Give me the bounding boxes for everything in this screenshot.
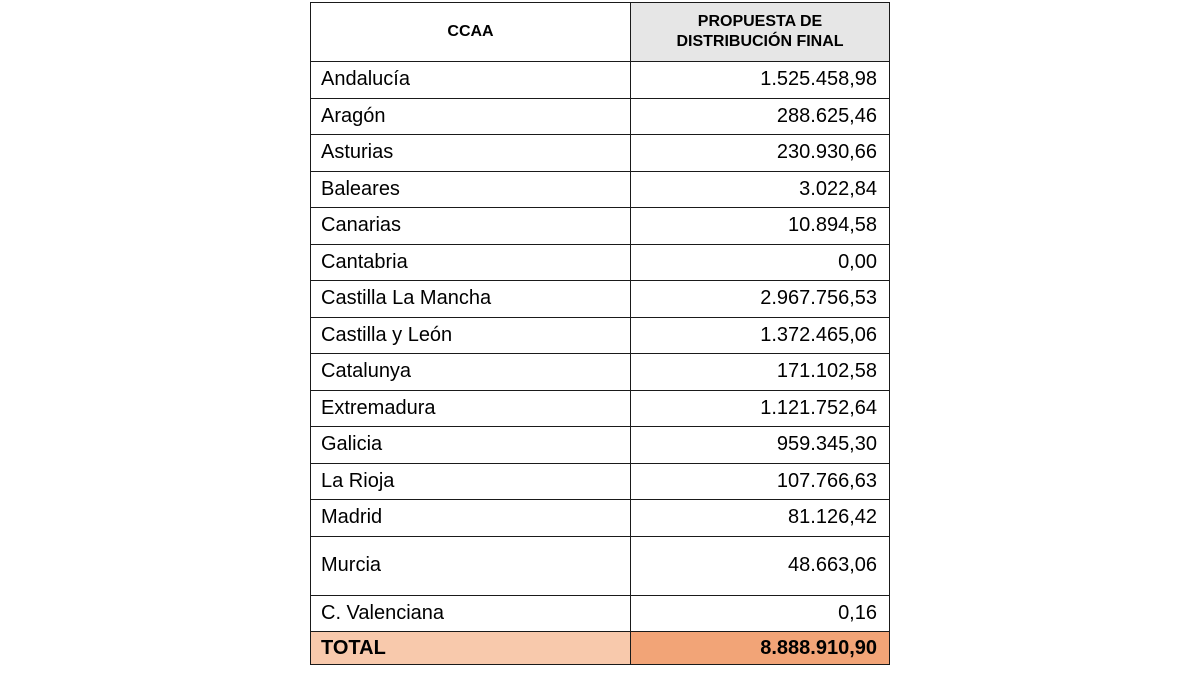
table-row xyxy=(311,135,890,172)
region-cell: Asturias xyxy=(311,135,631,172)
column-header-distribution-line2: DISTRIBUCIÓN FINAL xyxy=(676,33,844,50)
table-row xyxy=(311,427,890,464)
region-cell: Cantabria xyxy=(311,244,631,281)
distribution-table xyxy=(310,2,890,665)
total-value: 8.888.910,90 xyxy=(631,632,890,665)
region-cell: Extremadura xyxy=(311,390,631,427)
region-cell: Castilla La Mancha xyxy=(311,281,631,318)
column-header-distribution xyxy=(631,3,890,62)
region-cell: Baleares xyxy=(311,171,631,208)
table-row xyxy=(311,244,890,281)
table-row xyxy=(311,171,890,208)
value-cell: 10.894,58 xyxy=(631,208,890,245)
value-cell: 230.930,66 xyxy=(631,135,890,172)
value-cell: 959.345,30 xyxy=(631,427,890,464)
table-row xyxy=(311,595,890,632)
value-cell: 171.102,58 xyxy=(631,354,890,391)
table-row xyxy=(311,98,890,135)
table-footer xyxy=(311,632,890,665)
region-cell: Canarias xyxy=(311,208,631,245)
region-cell: Catalunya xyxy=(311,354,631,391)
value-cell: 81.126,42 xyxy=(631,500,890,537)
region-cell: Andalucía xyxy=(311,62,631,99)
table-row xyxy=(311,500,890,537)
table-row xyxy=(311,390,890,427)
table-row xyxy=(311,62,890,99)
value-cell: 107.766,63 xyxy=(631,463,890,500)
table-row xyxy=(311,463,890,500)
region-cell: Galicia xyxy=(311,427,631,464)
region-cell: Castilla y León xyxy=(311,317,631,354)
header-row xyxy=(311,3,890,62)
value-cell: 1.372.465,06 xyxy=(631,317,890,354)
total-row xyxy=(311,632,890,665)
region-cell: La Rioja xyxy=(311,463,631,500)
table-row xyxy=(311,208,890,245)
region-cell: Aragón xyxy=(311,98,631,135)
value-cell: 1.121.752,64 xyxy=(631,390,890,427)
distribution-table-container xyxy=(310,2,889,665)
table-row xyxy=(311,354,890,391)
total-label: TOTAL xyxy=(311,632,631,665)
table-row xyxy=(311,536,890,595)
value-cell: 48.663,06 xyxy=(631,536,890,595)
column-header-distribution-line1: PROPUESTA DE xyxy=(697,13,823,30)
table-row xyxy=(311,281,890,318)
column-header-ccaa: CCAA xyxy=(311,3,631,62)
table-row xyxy=(311,317,890,354)
table-body xyxy=(311,62,890,632)
value-cell: 0,16 xyxy=(631,595,890,632)
region-cell: Murcia xyxy=(311,536,631,595)
value-cell: 288.625,46 xyxy=(631,98,890,135)
table-header xyxy=(311,3,890,62)
value-cell: 3.022,84 xyxy=(631,171,890,208)
value-cell: 1.525.458,98 xyxy=(631,62,890,99)
region-cell: C. Valenciana xyxy=(311,595,631,632)
region-cell: Madrid xyxy=(311,500,631,537)
value-cell: 2.967.756,53 xyxy=(631,281,890,318)
value-cell: 0,00 xyxy=(631,244,890,281)
